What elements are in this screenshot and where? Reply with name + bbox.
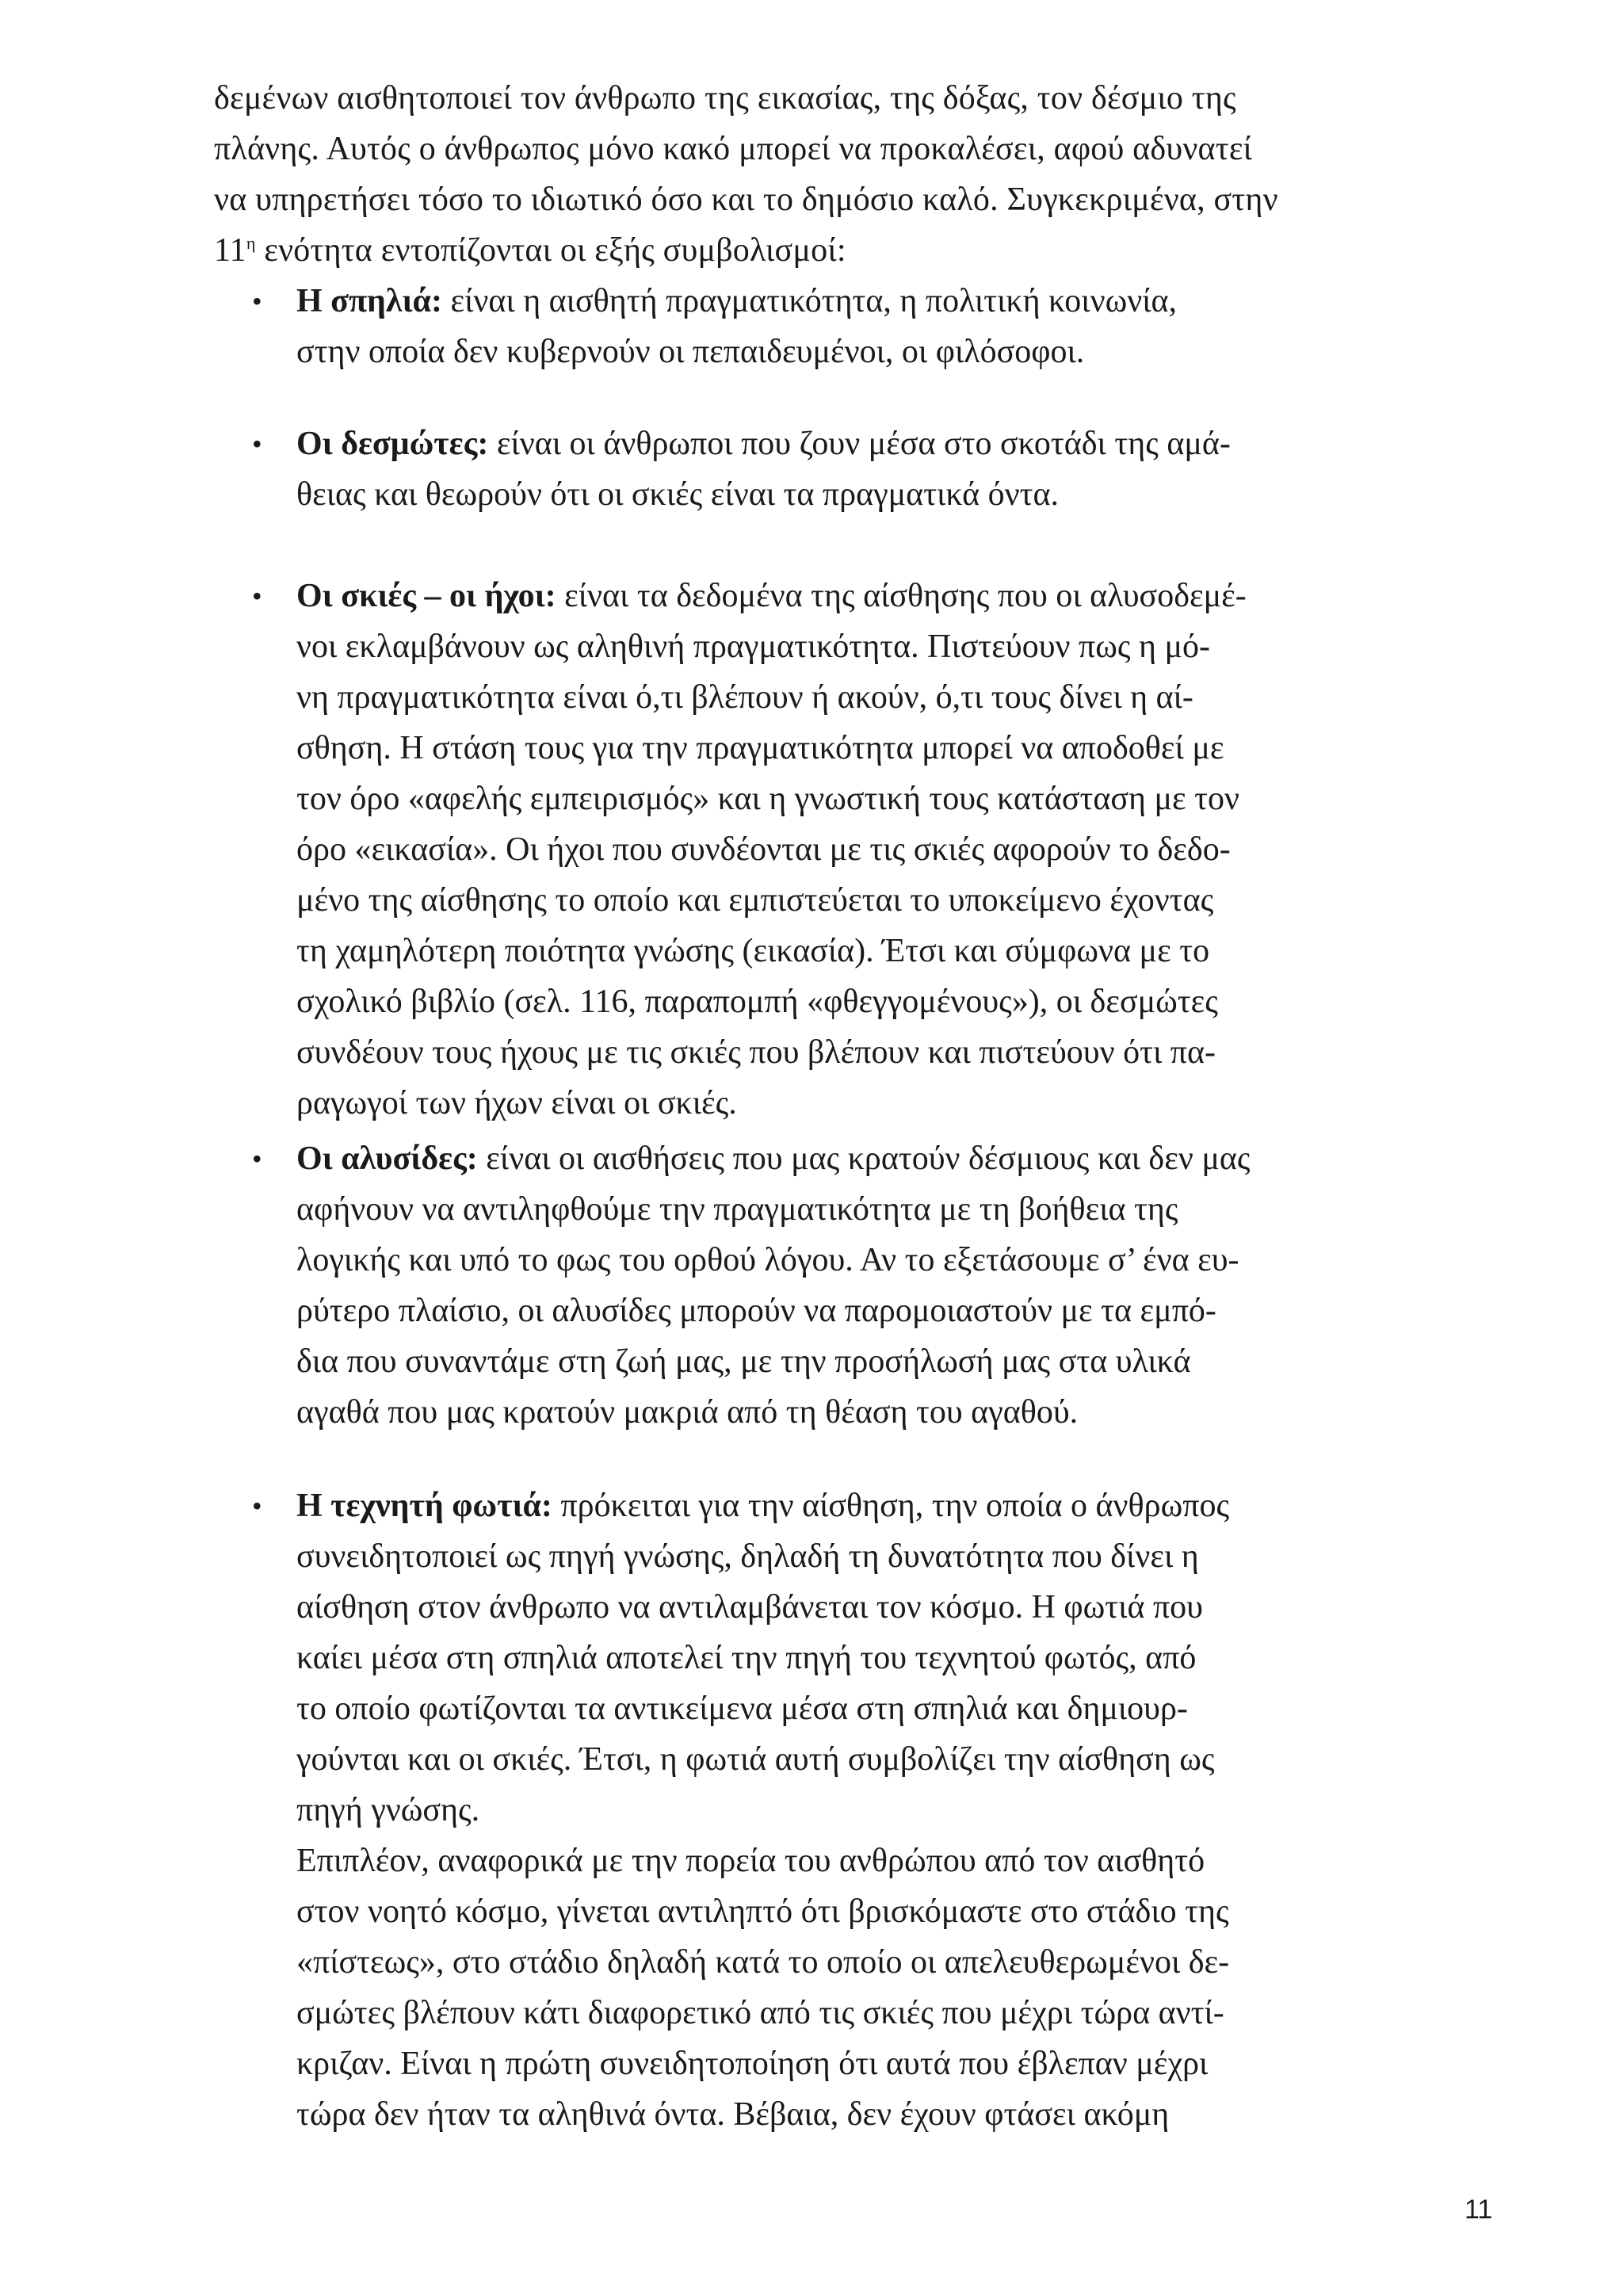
list-item-line: σθηση. Η στάση τους για την πραγματικότητα μπορεί να αποδοθεί με — [296, 730, 1224, 766]
list-item-term: Η σπηλιά: — [296, 283, 442, 319]
list-item-artificial-fire — [214, 1480, 1533, 2140]
list-item-term: Οι αλυσίδες: — [296, 1140, 478, 1177]
list-item-line: σχολικό βιβλίο (σελ. 116, παραπομπή «φθεγγομένους»), οι δεσμώτες — [296, 984, 1218, 1020]
list-item-line: ρύτερο πλαίσιο, οι αλυσίδες μπορούν να παρομοιαστούν με τα εμπό- — [296, 1293, 1216, 1329]
list-item-line: συνδέουν τους ήχους με τις σκιές που βλέπουν και πιστεύουν ότι πα- — [296, 1034, 1216, 1071]
list-item-text: είναι η αισθητή πραγματικότητα, η πολιτική κοινωνία, — [441, 283, 1178, 319]
list-item-line: τώρα δεν ήταν τα αληθινά όντα. Βέβαια, δεν έχουν φτάσει ακόμη — [296, 2096, 1170, 2133]
intro-line: πλάνης. Αυτός ο άνθρωπος μόνο κακό μπορεί να προκαλέσει, αφού αδυνατεί — [214, 131, 1253, 167]
list-item-term: Η τεχνητή φωτιά: — [296, 1488, 552, 1524]
list-item-line: κριζαν. Είναι η πρώτη συνειδητοποίηση ότι αυτά που έβλεπαν μέχρι — [296, 2046, 1209, 2082]
list-item-shadows-sounds — [214, 571, 1533, 1129]
list-item-text: είναι οι αισθήσεις που μας κρατούν δέσμιους και δεν μας — [477, 1140, 1251, 1177]
list-item-line: θειας και θεωρούν ότι οι σκιές είναι τα πραγματικά όντα. — [296, 476, 1060, 513]
list-item-line: τον όρο «αφελής εμπειρισμός» και η γνωστική τους κατάσταση με τον — [296, 781, 1239, 817]
list-item-line: πηγή γνώσης. — [296, 1792, 480, 1828]
bullet-icon: • — [252, 1143, 262, 1175]
list-item-line: αίσθηση στον άνθρωπο να αντιλαμβάνεται τον κόσμο. Η φωτιά που — [296, 1589, 1203, 1626]
list-item-term: Οι σκιές – οι ήχοι: — [296, 578, 556, 614]
list-item-line — [296, 276, 1533, 327]
list-item-chains — [214, 1133, 1533, 1438]
list-item-line: όρο «εικασία». Οι ήχοι που συνδέονται με τις σκιές αφορούν το δεδο- — [296, 831, 1231, 868]
bullet-icon: • — [252, 285, 262, 317]
ordinal-superscript: η — [246, 233, 256, 253]
list-item-line: τη χαμηλότερη ποιότητα γνώσης (εικασία). Έτσι και σύμφωνα με το — [296, 933, 1210, 969]
list-item-line — [296, 1133, 1533, 1184]
list-item-line: το οποίο φωτίζονται τα αντικείμενα μέσα στη σπηλιά και δημιουρ- — [296, 1690, 1188, 1727]
bullet-icon: • — [252, 580, 262, 612]
list-item-line — [296, 1480, 1533, 1531]
list-item-term: Οι δεσμώτες: — [296, 426, 489, 462]
list-item-line: λογικής και υπό το φως του ορθού λόγου. Αν το εξετάσουμε σ’ ένα ευ- — [296, 1242, 1239, 1278]
list-item-line: γούνται και οι σκιές. Έτσι, η φωτιά αυτή συμβολίζει την αίσθηση ως — [296, 1741, 1215, 1778]
list-item-line: «πίστεως», στο στάδιο δηλαδή κατά το οποίο οι απελευθερωμένοι δε- — [296, 1944, 1230, 1981]
page-number: 11 — [1465, 2195, 1493, 2225]
list-item-text: πρόκειται για την αίσθηση, την οποία ο άνθρωπος — [552, 1488, 1230, 1524]
list-item-line: δια που συναντάμε στη ζωή μας, με την προσήλωσή μας στα υλικά — [296, 1343, 1191, 1380]
list-item-line — [296, 571, 1533, 621]
list-item-line: καίει μέσα στη σπηλιά αποτελεί την πηγή του τεχνητού φωτός, από — [296, 1640, 1197, 1676]
intro-line-rest: ενότητα εντοπίζονται οι εξής συμβολισμοί: — [255, 232, 846, 269]
list-item-line: στον νοητό κόσμο, γίνεται αντιληπτό ότι βρισκόμαστε στο στάδιο της — [296, 1893, 1229, 1930]
list-item-line: στην οποία δεν κυβερνούν οι πεπαιδευμένοι, οι φιλόσοφοι. — [296, 334, 1085, 370]
intro-line — [214, 225, 1450, 276]
list-item-line: νοι εκλαμβάνουν ως αληθινή πραγματικότητα. Πιστεύουν πως η μό- — [296, 628, 1210, 665]
bullet-icon: • — [252, 1490, 262, 1522]
intro-line: να υπηρετήσει τόσο το ιδιωτικό όσο και το δημόσιο καλό. Συγκεκριμένα, στην — [214, 181, 1278, 218]
bullet-icon: • — [252, 428, 262, 460]
list-item-line: ραγωγοί των ήχων είναι οι σκιές. — [296, 1085, 737, 1121]
intro-paragraph — [214, 73, 1450, 276]
list-item-line: συνειδητοποιεί ως πηγή γνώσης, δηλαδή τη δυνατότητα που δίνει η — [296, 1538, 1199, 1575]
list-item-line: Επιπλέον, αναφορικά με την πορεία του ανθρώπου από τον αισθητό — [296, 1843, 1205, 1879]
list-item-text: είναι τα δεδομένα της αίσθησης που οι αλυσοδεμέ- — [556, 578, 1247, 614]
list-item-line: μένο της αίσθησης το οποίο και εμπιστεύεται το υποκείμενο έχοντας — [296, 882, 1214, 919]
list-item-line: σμώτες βλέπουν κάτι διαφορετικό από τις σκιές που μέχρι τώρα αντί- — [296, 1995, 1224, 2031]
list-item-text: είναι οι άνθρωποι που ζουν μέσα στο σκοτάδι της αμά- — [488, 426, 1231, 462]
list-item-line: νη πραγματικότητα είναι ό,τι βλέπουν ή ακούν, ό,τι τους δίνει η αί- — [296, 679, 1193, 716]
intro-line: δεμένων αισθητοποιεί τον άνθρωπο της εικασίας, της δόξας, τον δέσμιο της — [214, 80, 1236, 117]
list-item-line: αγαθά που μας κρατούν μακριά από τη θέαση του αγαθού. — [296, 1394, 1079, 1431]
list-item-cave — [214, 276, 1533, 377]
section-number: 11 — [214, 232, 246, 269]
list-item-line: αφήνουν να αντιληφθούμε την πραγματικότητα με τη βοήθεια της — [296, 1191, 1178, 1228]
list-item-prisoners — [214, 418, 1533, 520]
list-item-line — [296, 418, 1533, 469]
